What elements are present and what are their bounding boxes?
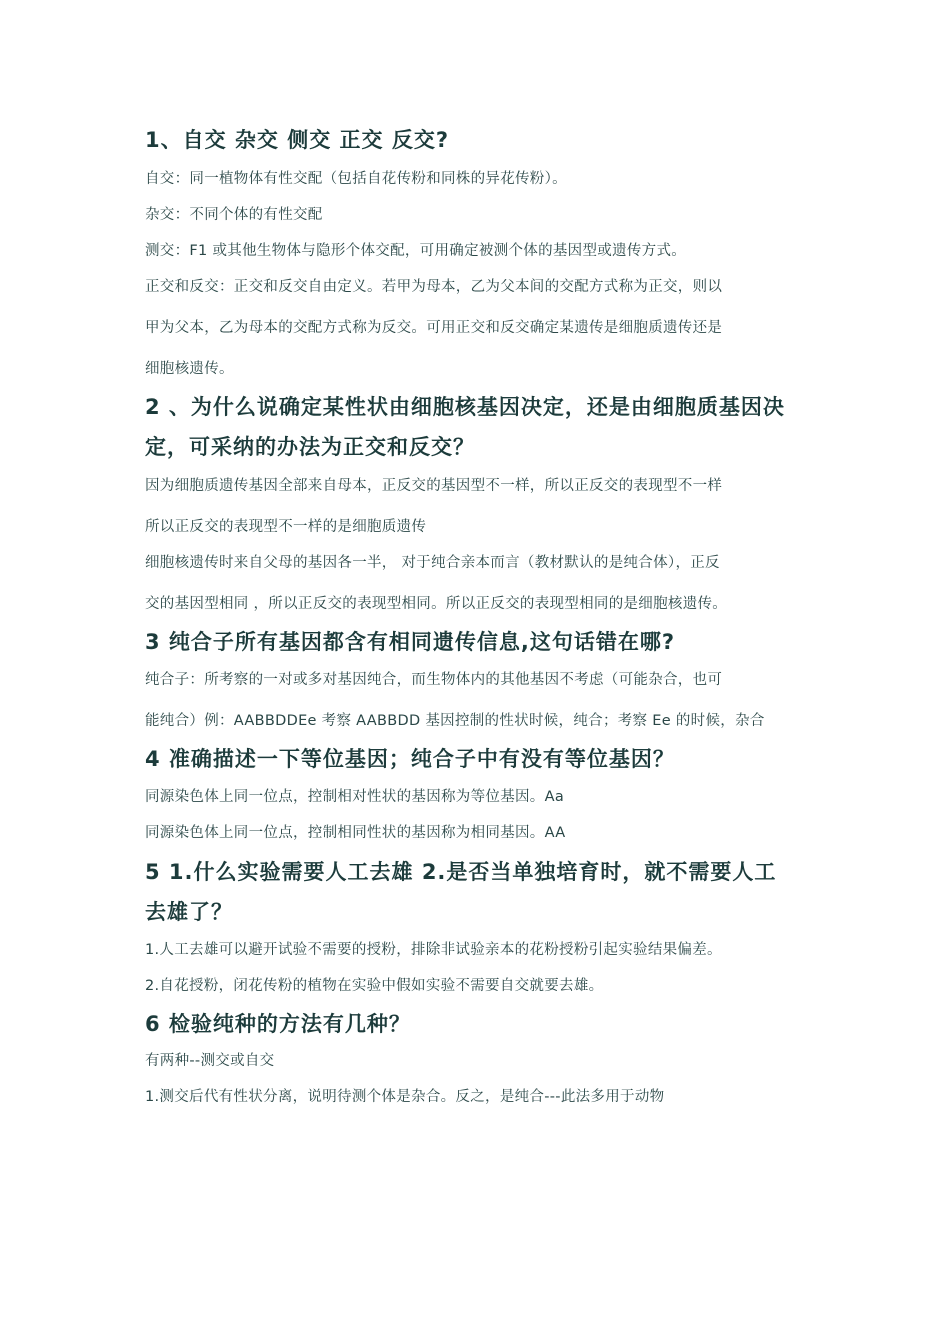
heading-3: 3 纯合子所有基因都含有相同遗传信息,这句话错在哪?: [145, 630, 676, 654]
paragraph-line: 细胞核遗传。: [145, 361, 234, 377]
paragraph-line: 正交和反交：正交和反交自由定义。若甲为母本，乙为父本间的交配方式称为正交，则以: [145, 279, 723, 295]
paragraph-line: 纯合子：所考察的一对或多对基因纯合，而生物体内的其他基因不考虑（可能杂合，也可: [145, 672, 723, 688]
heading-6: 6 检验纯种的方法有几种？: [145, 1012, 411, 1036]
paragraph-line: 细胞核遗传时来自父母的基因各一半， 对于纯合亲本而言（教材默认的是纯合体），正反: [145, 555, 720, 571]
paragraph-line: 有两种--测交或自交: [145, 1053, 275, 1069]
paragraph-line: 交的基因型相同 ，所以正反交的表现型相同。所以正反交的表现型相同的是细胞核遗传。: [145, 596, 728, 612]
paragraph-line: 杂交：不同个体的有性交配: [145, 207, 323, 223]
paragraph-line: 因为细胞质遗传基因全部来自母本，正反交的基因型不一样，所以正反交的表现型不一样: [145, 478, 723, 494]
heading-5-cont: 去雄了？: [145, 900, 233, 924]
heading-5: 5 1.什么实验需要人工去雄 2.是否当单独培育时，就不需要人工: [145, 860, 777, 884]
paragraph-line: 能纯合）例：AABBDDEe 考察 AABBDD 基因控制的性状时候，纯合；考察 Ee 的时候，杂合: [145, 713, 765, 729]
paragraph-line: 1.人工去雄可以避开试验不需要的授粉，排除非试验亲本的花粉授粉引起实验结果偏差。: [145, 942, 722, 958]
heading-4: 4 准确描述一下等位基因；纯合子中有没有等位基因？: [145, 747, 675, 771]
paragraph-line: 甲为父本，乙为母本的交配方式称为反交。可用正交和反交确定某遗传是细胞质遗传还是: [145, 320, 723, 336]
paragraph-line: 1.测交后代有性状分离，说明待测个体是杂合。反之，是纯合---此法多用于动物: [145, 1089, 665, 1105]
heading-2-cont: 定，可采纳的办法为正交和反交？: [145, 435, 475, 459]
paragraph-line: 2.自花授粉，闭花传粉的植物在实验中假如实验不需要自交就要去雄。: [145, 978, 604, 994]
paragraph-line: 同源染色体上同一位点，控制相同性状的基因称为相同基因。AA: [145, 825, 566, 841]
paragraph-line: 自交：同一植物体有性交配（包括自花传粉和同株的异花传粉）。: [145, 171, 567, 187]
paragraph-line: 测交：F1 或其他生物体与隐形个体交配，可用确定被测个体的基因型或遗传方式。: [145, 243, 687, 259]
heading-2: 2 、为什么说确定某性状由细胞核基因决定，还是由细胞质基因决: [145, 395, 785, 419]
paragraph-line: 同源染色体上同一位点，控制相对性状的基因称为等位基因。Aa: [145, 789, 565, 805]
paragraph-line: 所以正反交的表现型不一样的是细胞质遗传: [145, 519, 427, 535]
heading-1: 1、自交 杂交 侧交 正交 反交?: [145, 128, 450, 152]
